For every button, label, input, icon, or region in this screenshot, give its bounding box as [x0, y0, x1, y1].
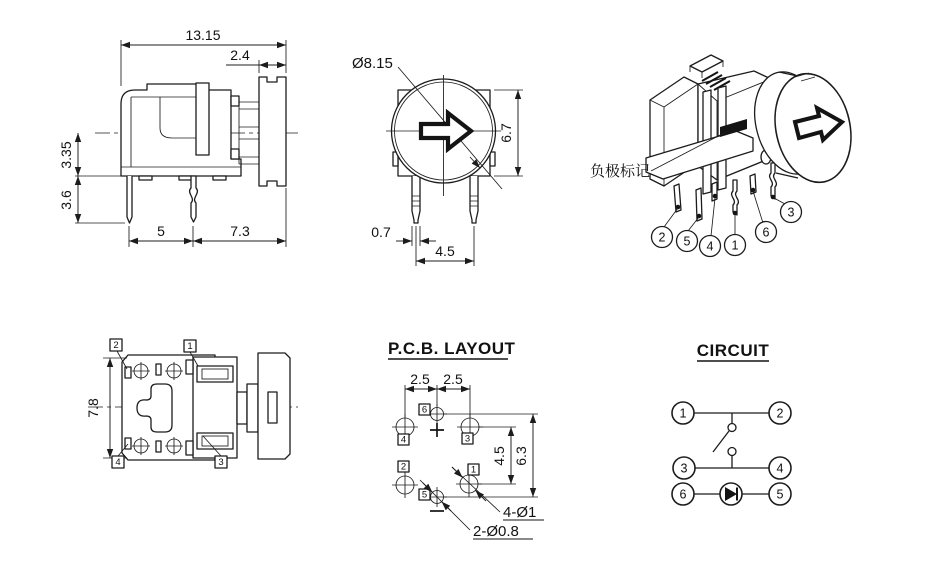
label-tr: 1	[187, 341, 193, 352]
dim-cap-width: 2.4	[230, 47, 250, 63]
dim-body-to-cap: 7.3	[230, 223, 250, 239]
pin-callouts	[652, 202, 802, 257]
bottom-view	[85, 339, 298, 468]
dim-body-height: 6.7	[498, 123, 514, 143]
button-cap-side	[259, 77, 286, 186]
front-view	[352, 55, 523, 266]
dim-pin-pitch: 5	[157, 223, 165, 239]
switch-arm	[713, 431, 729, 452]
pin-3	[770, 163, 777, 199]
hole-label-2: 2	[400, 461, 407, 473]
terminal-3: 3	[680, 461, 688, 476]
callout-4: 4	[706, 239, 714, 254]
perspective-view	[590, 55, 861, 257]
dim-center-to-base: 3.35	[58, 141, 74, 169]
callout-5: 5	[683, 234, 691, 249]
terminal-1: 1	[679, 406, 687, 421]
switch-body-outline	[121, 84, 241, 176]
dim-pin-length: 3.6	[58, 190, 74, 210]
plus-mark	[430, 423, 444, 437]
hole-label-3: 3	[464, 433, 471, 445]
base-tab	[139, 176, 152, 180]
cap-bottom-view	[258, 353, 290, 459]
circuit-title: CIRCUIT	[696, 341, 770, 360]
callout-2: 2	[658, 230, 666, 245]
dim-total-width: 13.15	[185, 27, 221, 43]
hole-label-5: 5	[421, 489, 428, 501]
terminal-5: 5	[776, 487, 784, 502]
top-tab	[690, 55, 723, 72]
dim-pin-width: 0.7	[371, 224, 391, 240]
side-view	[58, 27, 298, 247]
label-br: 3	[218, 457, 224, 468]
tab-1	[186, 360, 193, 374]
pin-right	[470, 176, 478, 223]
dim-pitch-left: 2.5	[410, 371, 430, 387]
base-tab	[179, 176, 192, 180]
hole-label-4: 4	[400, 434, 407, 446]
hole-label-1: 1	[470, 464, 477, 476]
pcb-holes	[392, 404, 483, 507]
body-bump-top	[231, 96, 239, 106]
base-tab	[213, 176, 226, 180]
terminal-6: 6	[679, 487, 687, 502]
terminal-2: 2	[776, 406, 784, 421]
circuit-view	[672, 341, 791, 505]
dim-cap-diameter: Ø8.15	[352, 55, 393, 72]
small-holes-label: 2-Ø0.8	[473, 523, 519, 540]
callout-3: 3	[787, 205, 795, 220]
stem	[237, 392, 247, 424]
dim-body-height-bottom: 7.8	[85, 398, 101, 418]
body-bump-bottom	[231, 149, 239, 159]
pcb-layout-view	[388, 339, 544, 540]
contact-frame	[193, 357, 237, 458]
dim-row-pitch: 4.5	[491, 446, 507, 466]
pin-left	[412, 176, 420, 223]
dim-total-height: 6.3	[513, 446, 529, 466]
switch-contact-top	[728, 424, 736, 432]
pcb-layout-title: P.C.B. LAYOUT	[388, 339, 516, 358]
terminal-4: 4	[776, 461, 784, 476]
large-holes-label: 4-Ø1	[503, 504, 537, 521]
label-bl: 4	[115, 457, 121, 468]
tab-3	[186, 441, 193, 455]
callout-6: 6	[762, 225, 770, 240]
negative-mark-label: 负极标记	[590, 163, 651, 180]
hole-label-6: 6	[421, 404, 428, 416]
dim-pitch-right: 2.5	[443, 371, 463, 387]
stem-collar	[247, 384, 258, 432]
pin-kinked	[190, 176, 198, 222]
plunger-bar	[196, 83, 209, 155]
label-tl: 2	[113, 340, 119, 351]
callout-1: 1	[731, 238, 739, 253]
pin-1	[732, 180, 739, 215]
dim-pin-pitch-front: 4.5	[435, 243, 455, 259]
pin-straight	[127, 176, 132, 223]
switch-contact-bottom	[728, 448, 736, 456]
